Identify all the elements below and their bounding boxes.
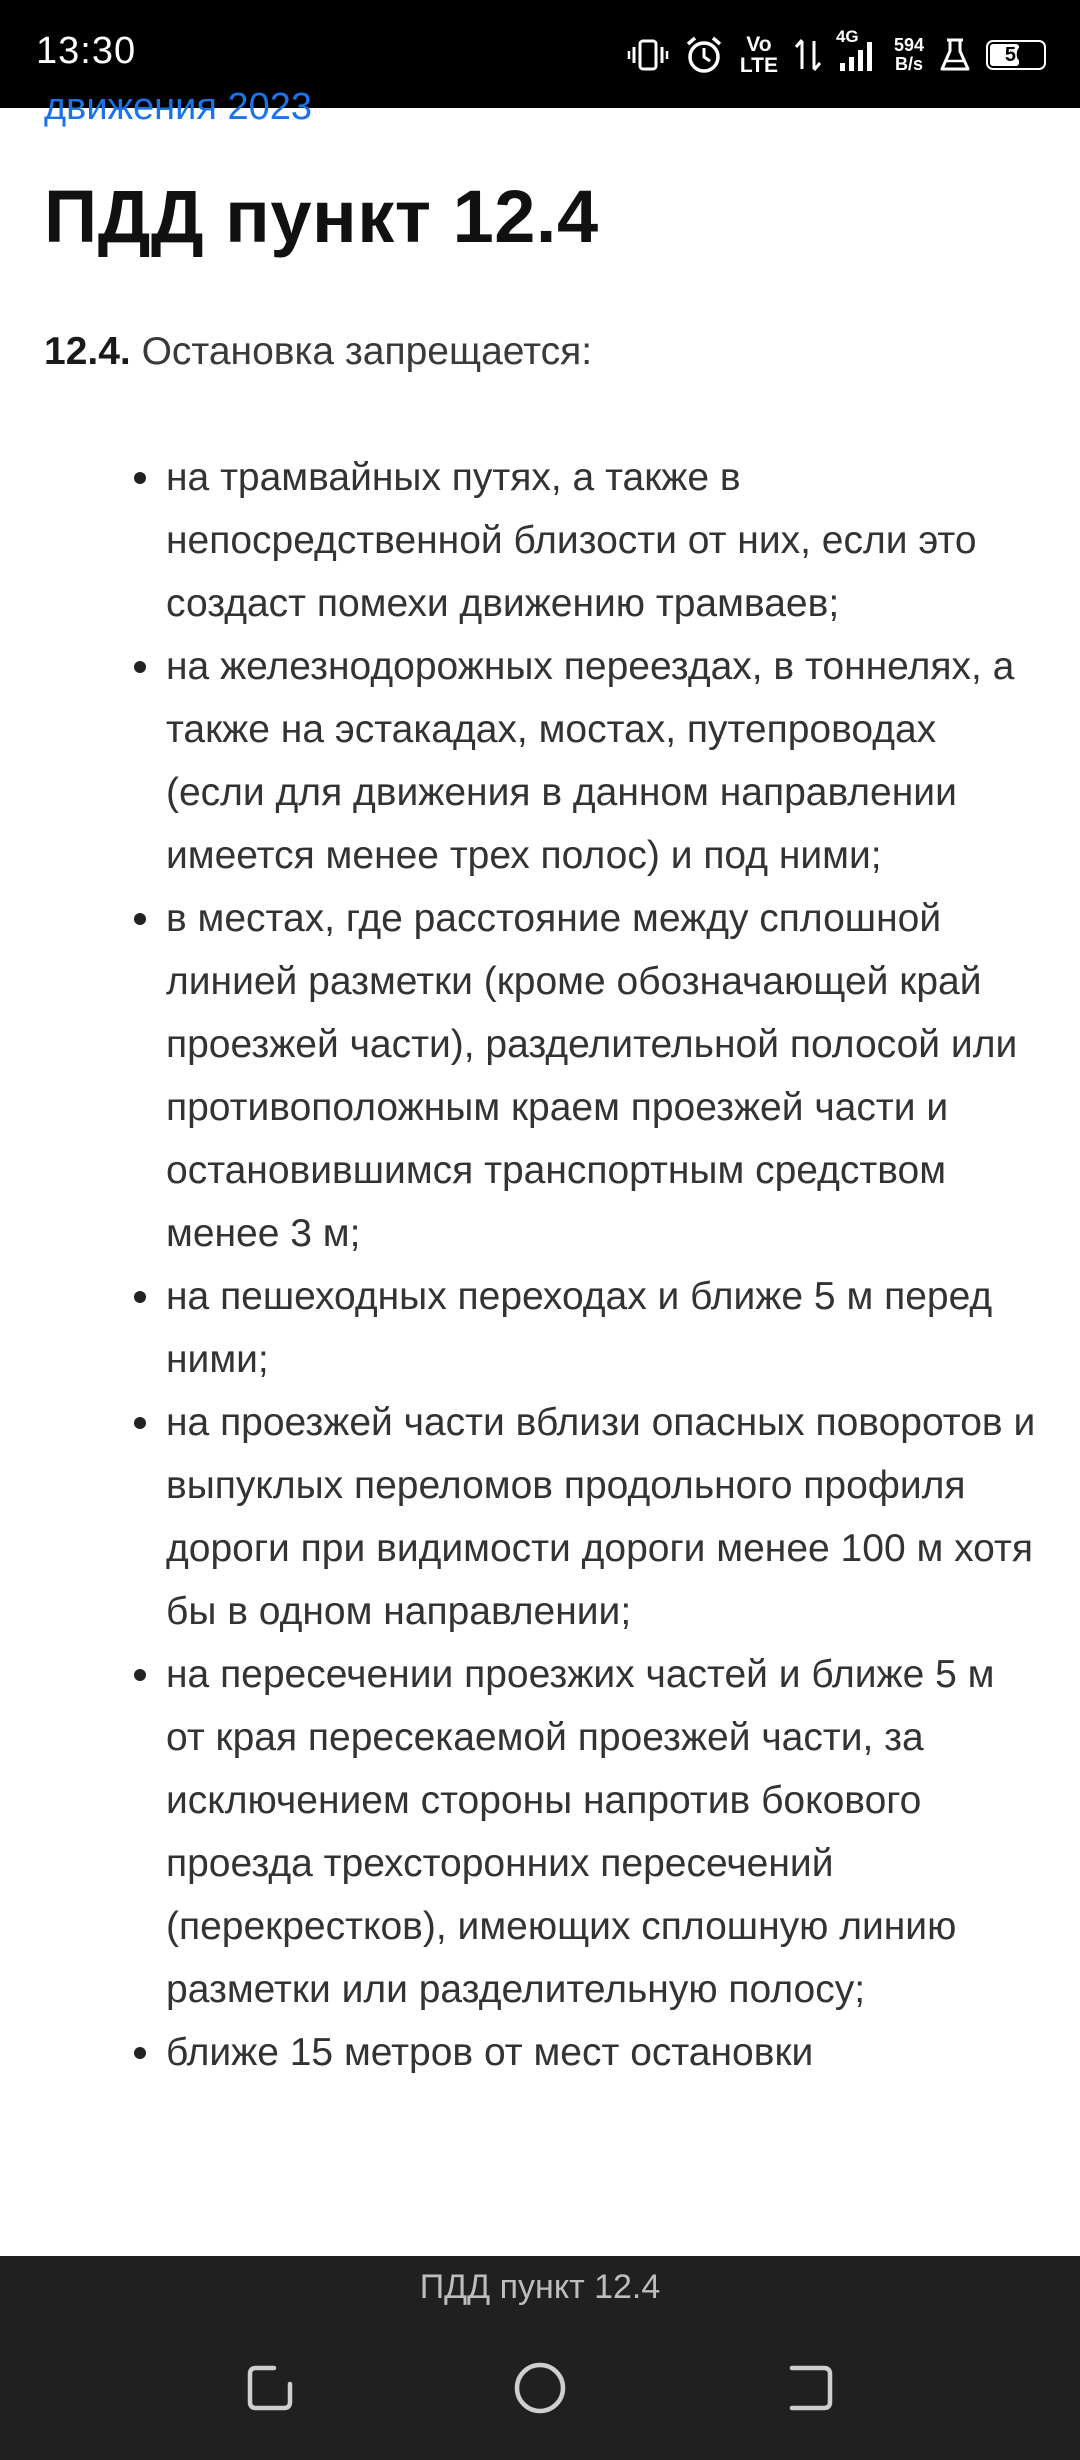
list-item: на железнодорожных переездах, в тоннелях, а также на эстакадах, мостах, путепроводах (если для движения в данном направлении имеется менее трех полос) и под ними; xyxy=(0,635,1080,887)
bottom-title-bar[interactable]: ПДД пункт 12.4 xyxy=(0,2256,1080,2318)
recents-icon xyxy=(244,2362,296,2414)
network-type-label: 4G xyxy=(835,27,859,46)
page-title: ПДД пункт 12.4 xyxy=(44,175,599,258)
volte-top-label: Vo xyxy=(746,33,772,56)
battery-level: 56 xyxy=(1004,43,1028,66)
page-content[interactable] xyxy=(0,86,1080,2256)
list-item: на проезжей части вблизи опасных поворотов и выпуклых переломов продольного профиля дороги при видимости дороги менее 100 м хотя бы в одном направлении; xyxy=(0,1391,1080,1643)
recents-button[interactable] xyxy=(240,2358,300,2418)
home-icon xyxy=(512,2360,568,2416)
home-button[interactable] xyxy=(510,2358,570,2418)
alarm-icon xyxy=(684,35,724,75)
volte-bottom-label: LTE xyxy=(739,54,778,77)
net-speed-unit: B/s xyxy=(894,54,923,74)
list-item: ближе 15 метров от мест остановки xyxy=(0,2021,1080,2084)
vibrate-icon xyxy=(628,38,668,72)
rules-list xyxy=(0,446,1080,2084)
list-item: на пешеходных переходах и ближе 5 м перед ними; xyxy=(0,1265,1080,1391)
lab-flask-icon xyxy=(940,37,970,73)
status-icons xyxy=(628,28,1046,82)
data-arrows-icon xyxy=(794,37,822,73)
back-icon xyxy=(784,2362,836,2414)
battery-body xyxy=(986,40,1046,70)
rule-intro xyxy=(44,330,592,374)
net-speed-indicator xyxy=(894,36,924,74)
signal-4g-icon xyxy=(835,27,878,73)
list-item: на трамвайных путях, а также в непосредственной близости от них, если это создаст помехи движению трамваев; xyxy=(0,446,1080,635)
back-button[interactable] xyxy=(780,2358,840,2418)
volte-icon xyxy=(740,34,778,76)
breadcrumb-link[interactable]: движения 2023 xyxy=(44,86,313,128)
rule-number: 12.4. xyxy=(44,330,131,373)
list-item: в местах, где расстояние между сплошной линией разметки (кроме обозначающей край проезжей части), разделительной полосой или противоположным краем проезжей части и остановившимся транспортным средством менее 3 м; xyxy=(0,887,1080,1265)
net-speed-value: 594 xyxy=(893,35,924,56)
status-time: 13:30 xyxy=(36,30,137,72)
list-item: на пересечении проезжих частей и ближе 5 м от края пересекаемой проезжей части, за исключением стороны напротив бокового проезда трехсторонних пересечений (перекрестков), имеющих сплошную линию разметки или разделительную полосу; xyxy=(0,1643,1080,2021)
battery-icon xyxy=(986,40,1046,70)
navigation-bar xyxy=(0,2318,1080,2460)
rule-intro-text: Остановка запрещается: xyxy=(130,330,593,373)
